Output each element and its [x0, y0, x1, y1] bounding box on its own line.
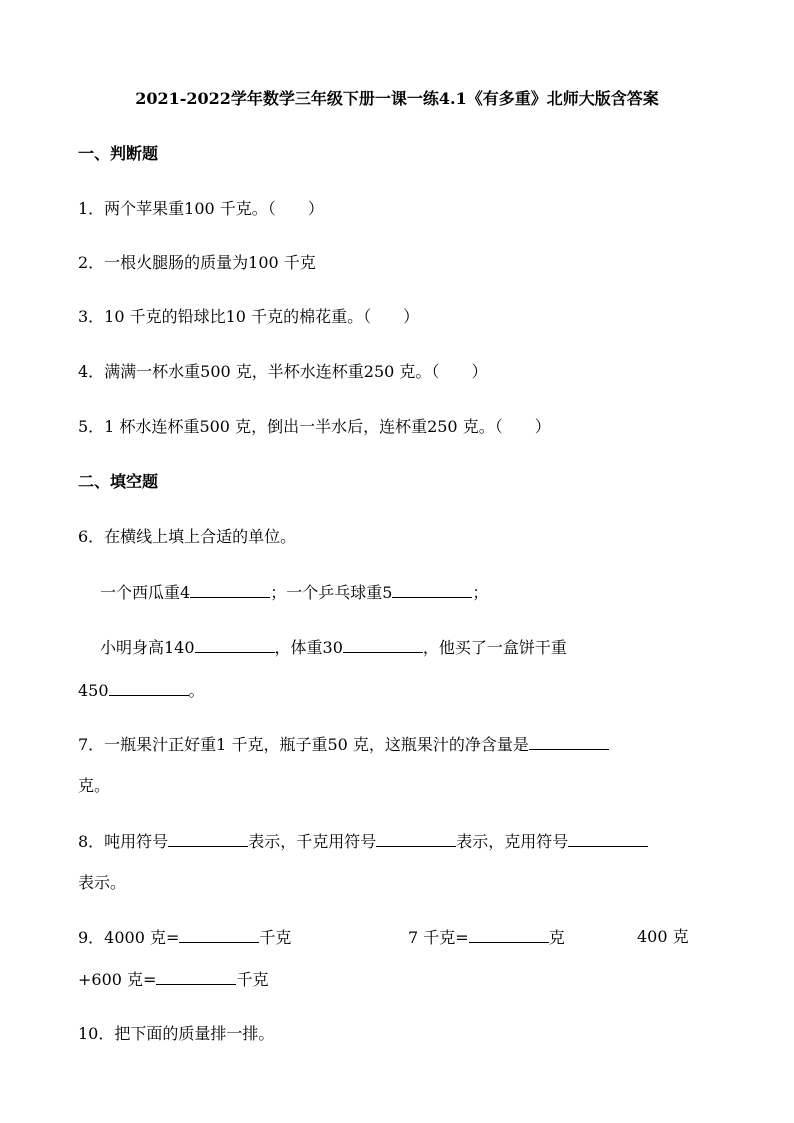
question-6-line-3	[78, 679, 205, 702]
question-5-text: 5．1 杯水连杯重500 克，倒出一半水后，连杯重250 克。（	[78, 417, 503, 436]
question-6-line-2	[100, 636, 567, 659]
question-3	[78, 306, 419, 328]
question-6-stem: 6．在横线上填上合适的单位。	[78, 527, 297, 546]
question-4-text: 4．满满一杯水重500 克，半杯水连杯重250 克。（	[78, 362, 440, 381]
document-title: 2021-2022学年数学三年级下册一课一练4.1《有多重》北师大版含答案	[135, 89, 659, 108]
answer-blank[interactable]	[179, 926, 259, 943]
q6-height-text: 小明身高140	[100, 638, 195, 657]
question-9-line-1	[78, 926, 291, 949]
answer-blank[interactable]	[469, 926, 549, 943]
question-8-line-2: 表示。	[78, 873, 127, 892]
q6-biscuit-text: ，他买了一盒饼干重	[422, 638, 567, 657]
question-4	[78, 361, 487, 383]
question-2: 2．一根火腿肠的质量为100 千克	[78, 253, 316, 272]
q9-unit-kg: 千克	[259, 928, 292, 947]
answer-blank[interactable]	[343, 636, 423, 653]
answer-blank[interactable]	[529, 733, 609, 750]
close-paren: ）	[403, 307, 420, 326]
section-heading-fill-blank: 二、填空题	[78, 472, 159, 491]
question-10: 10．把下面的质量排一排。	[78, 1024, 275, 1043]
close-paren: ）	[534, 417, 551, 436]
q6-semicolon: ；	[472, 583, 489, 602]
q6-weight-text: ，体重30	[274, 638, 343, 657]
question-7-line-2: 克。	[78, 776, 111, 795]
question-1	[78, 198, 324, 220]
q9-part-c-cont: +600 克=	[78, 970, 157, 989]
q8-kg-text: 表示，千克用符号	[248, 832, 377, 851]
question-5	[78, 416, 551, 438]
q6-pingpong-text: ；一个乒乓球重5	[270, 583, 393, 602]
close-paren: ）	[307, 199, 324, 218]
answer-blank[interactable]	[195, 636, 275, 653]
answer-blank[interactable]	[168, 830, 248, 847]
close-paren: ）	[471, 362, 488, 381]
q8-g-text: 表示，克用符号	[456, 832, 569, 851]
answer-blank[interactable]	[190, 581, 270, 598]
answer-blank[interactable]	[568, 830, 648, 847]
question-9-part-b	[408, 926, 565, 949]
answer-blank[interactable]	[156, 968, 236, 985]
q9-part-b-text: 7 千克=	[408, 928, 469, 947]
question-3-text: 3．10 千克的铅球比10 千克的棉花重。（	[78, 307, 372, 326]
question-9-part-c: 400 克	[637, 927, 689, 946]
q9-unit-kg-2: 千克	[236, 970, 269, 989]
q8-ton-text: 8．吨用符号	[78, 832, 169, 851]
section-heading-true-false: 一、判断题	[78, 144, 159, 163]
answer-blank[interactable]	[392, 581, 472, 598]
question-1-text: 1．两个苹果重100 千克。（	[78, 199, 276, 218]
answer-blank[interactable]	[376, 830, 456, 847]
q6-watermelon-text: 一个西瓜重4	[100, 583, 191, 602]
q6-period: 。	[188, 681, 205, 700]
question-9-line-2	[78, 968, 268, 991]
question-6-line-1	[100, 581, 488, 604]
q9-unit-g: 克	[548, 928, 565, 947]
answer-blank[interactable]	[109, 679, 189, 696]
q6-biscuit-value: 450	[78, 681, 109, 700]
q7-text: 7．一瓶果汁正好重1 千克，瓶子重50 克，这瓶果汁的净含量是	[78, 735, 529, 754]
question-8-line-1	[78, 830, 648, 853]
question-7-line-1	[78, 733, 609, 756]
q9-part-a: 9．4000 克=	[78, 928, 180, 947]
